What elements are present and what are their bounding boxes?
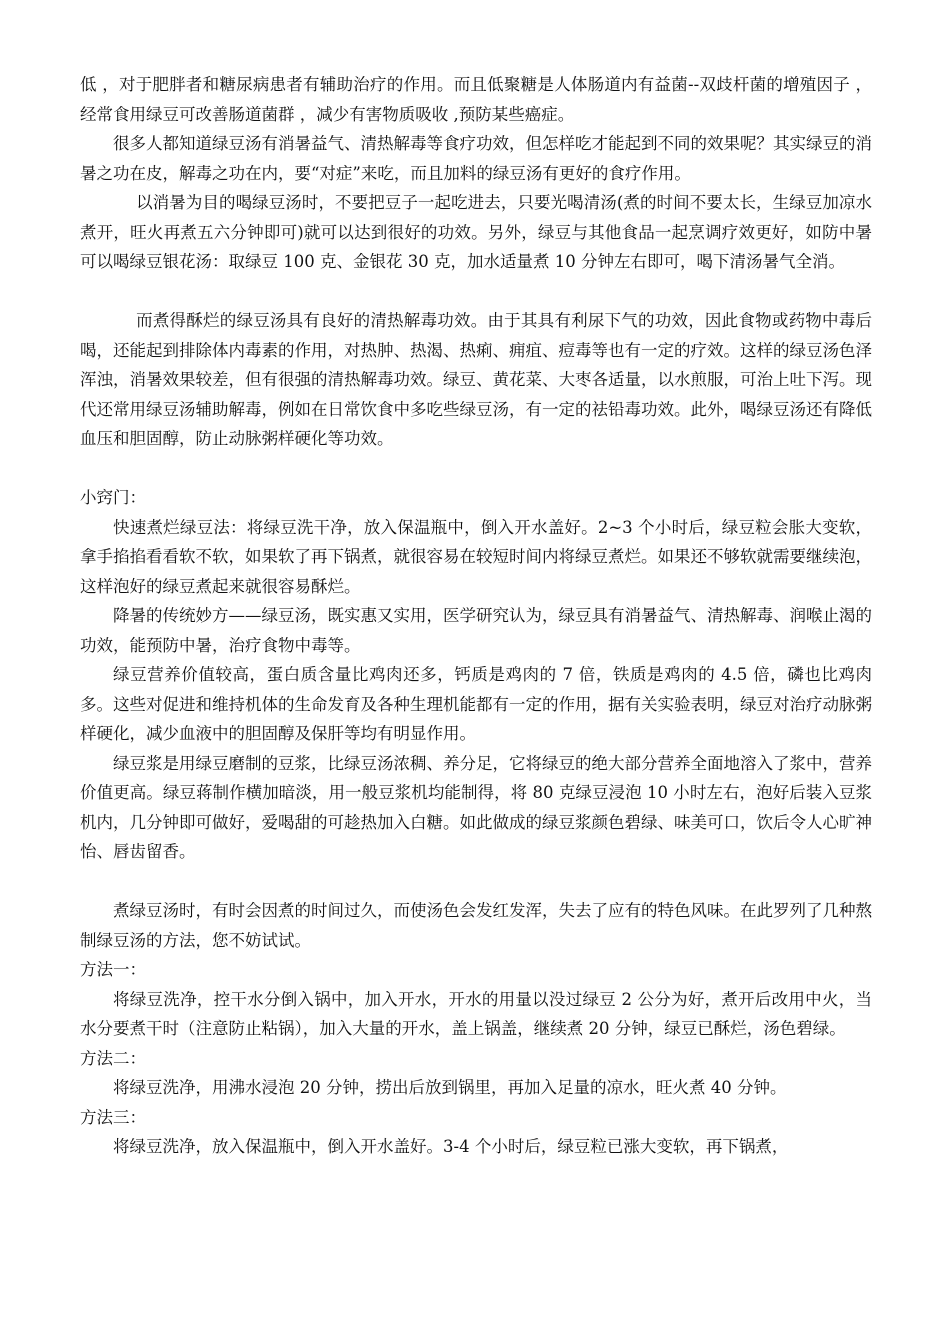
tips-heading: 小窍门： bbox=[80, 488, 146, 507]
paragraph-detox: 而煮得酥烂的绿豆汤具有良好的清热解毒功效。由于其具有利尿下气的功效，因此食物或药物中毒后喝，还能起到排除体内毒素的作用，对热肿、热渴、热痢、痈疽、痘毒等也有一定的疗效。这样的绿豆汤色泽浑浊，消暑效果较差，但有很强的清热解毒功效。绿豆、黄花菜、大枣各适量，以水煎服，可治上吐下泻。现代还常用绿豆汤辅助解毒，例如在日常饮食中多吃些绿豆汤，有一定的祛铅毒功效。此外，喝绿豆汤还有降低血压和胆固醇，防止动脉粥样硬化等功效。 bbox=[80, 311, 872, 448]
method-one-text: 将绿豆洗净，控干水分倒入锅中，加入开水，开水的用量以没过绿豆 2 公分为好，煮开后改用中火，当水分要煮干时（注意防止粘锅），加入大量的开水，盖上锅盖，继续煮 20 分钟，绿豆已酥烂，汤色碧绿。 bbox=[80, 989, 872, 1038]
paragraph-oligosaccharide: 低 ，对于肥胖者和糖尿病患者有辅助治疗的作用。而且低聚糖是人体肠道内有益菌--双歧杆菌的增殖因子 ，经常食用绿豆可改善肠道菌群 ，减少有害物质吸收 ,预防某些癌症。 bbox=[80, 75, 872, 124]
method-three-text: 将绿豆洗净，放入保温瓶中，倒入开水盖好。3-4 个小时后，绿豆粒已涨大变软，再下锅煮， bbox=[113, 1137, 789, 1156]
method-two-heading: 方法二： bbox=[80, 1048, 146, 1068]
paragraph-traditional-remedy: 降暑的传统妙方——绿豆汤，既实惠又实用，医学研究认为，绿豆具有消暑益气、清热解毒、润喉止渴的功效，能预防中暑，治疗食物中毒等。 bbox=[80, 606, 872, 655]
method-one-heading: 方法一： bbox=[80, 960, 146, 979]
method-two-text: 将绿豆洗净，用沸水浸泡 20 分钟，捞出后放到锅里，再加入足量的凉水，旺火煮 40 分钟。 bbox=[113, 1078, 787, 1097]
paragraph-quick-cook: 快速煮烂绿豆法：将绿豆洗干净，放入保温瓶中，倒入开水盖好。2~3 个小时后，绿豆粒会胀大变软，拿手掐掐看看软不软，如果软了再下锅煮，就很容易在较短时间内将绿豆煮烂。如果还不够软就需要继续泡，这样泡好的绿豆煮起来就很容易酥烂。 bbox=[80, 517, 872, 596]
paragraph-mung-bean-milk: 绿豆浆是用绿豆磨制的豆浆，比绿豆汤浓稠、养分足，它将绿豆的绝大部分营养全面地溶入了浆中，营养价值更高。绿豆蒋制作横加暗淡，用一般豆浆机均能制得，将 80 克绿豆浸泡 10 小时左右，泡好后装入豆浆机内，几分钟即可做好，爱喝甜的可趁热加入白糖。如此做成的绿豆浆颜色碧绿、味美可口，饮后令人心旷神怡、唇齿留香。 bbox=[80, 753, 872, 861]
document-page bbox=[80, 70, 872, 1162]
paragraph-heat-relief: 以消暑为目的喝绿豆汤时，不要把豆子一起吃进去，只要光喝清汤(煮的时间不要太长，生绿豆加凉水煮开，旺火再煮五六分钟即可)就可以达到很好的功效。另外，绿豆与其他食品一起烹调疗效更好，如防中暑可以喝绿豆银花汤：取绿豆 100 克、金银花 30 克，加水适量煮 10 分钟左右即可，喝下清汤暑气全消。 bbox=[80, 193, 872, 271]
blank-line bbox=[80, 867, 872, 897]
paragraph-intro: 很多人都知道绿豆汤有消暑益气、清热解毒等食疗功效，但怎样吃才能起到不同的效果呢？其实绿豆的消暑之功在皮，解毒之功在内，要“对症”来吃，而且加料的绿豆汤有更好的食疗作用。 bbox=[80, 134, 872, 183]
method-three-heading: 方法三： bbox=[80, 1107, 146, 1127]
blank-line bbox=[80, 454, 872, 484]
paragraph-nutrition: 绿豆营养价值较高，蛋白质含量比鸡肉还多，钙质是鸡肉的 7 倍，铁质是鸡肉的 4.5 倍，磷也比鸡肉多。这些对促进和维持机体的生命发育及各种生理机能都有一定的作用，据有关实验表明，绿豆对治疗动脉粥样硬化，减少血液中的胆固醇及保肝等均有明显作用。 bbox=[80, 665, 872, 743]
paragraph-cooking-methods-intro: 煮绿豆汤时，有时会因煮的时间过久，而使汤色会发红发浑，失去了应有的特色风味。在此罗列了几种熬制绿豆汤的方法，您不妨试试。 bbox=[80, 901, 872, 950]
blank-line bbox=[80, 277, 872, 307]
